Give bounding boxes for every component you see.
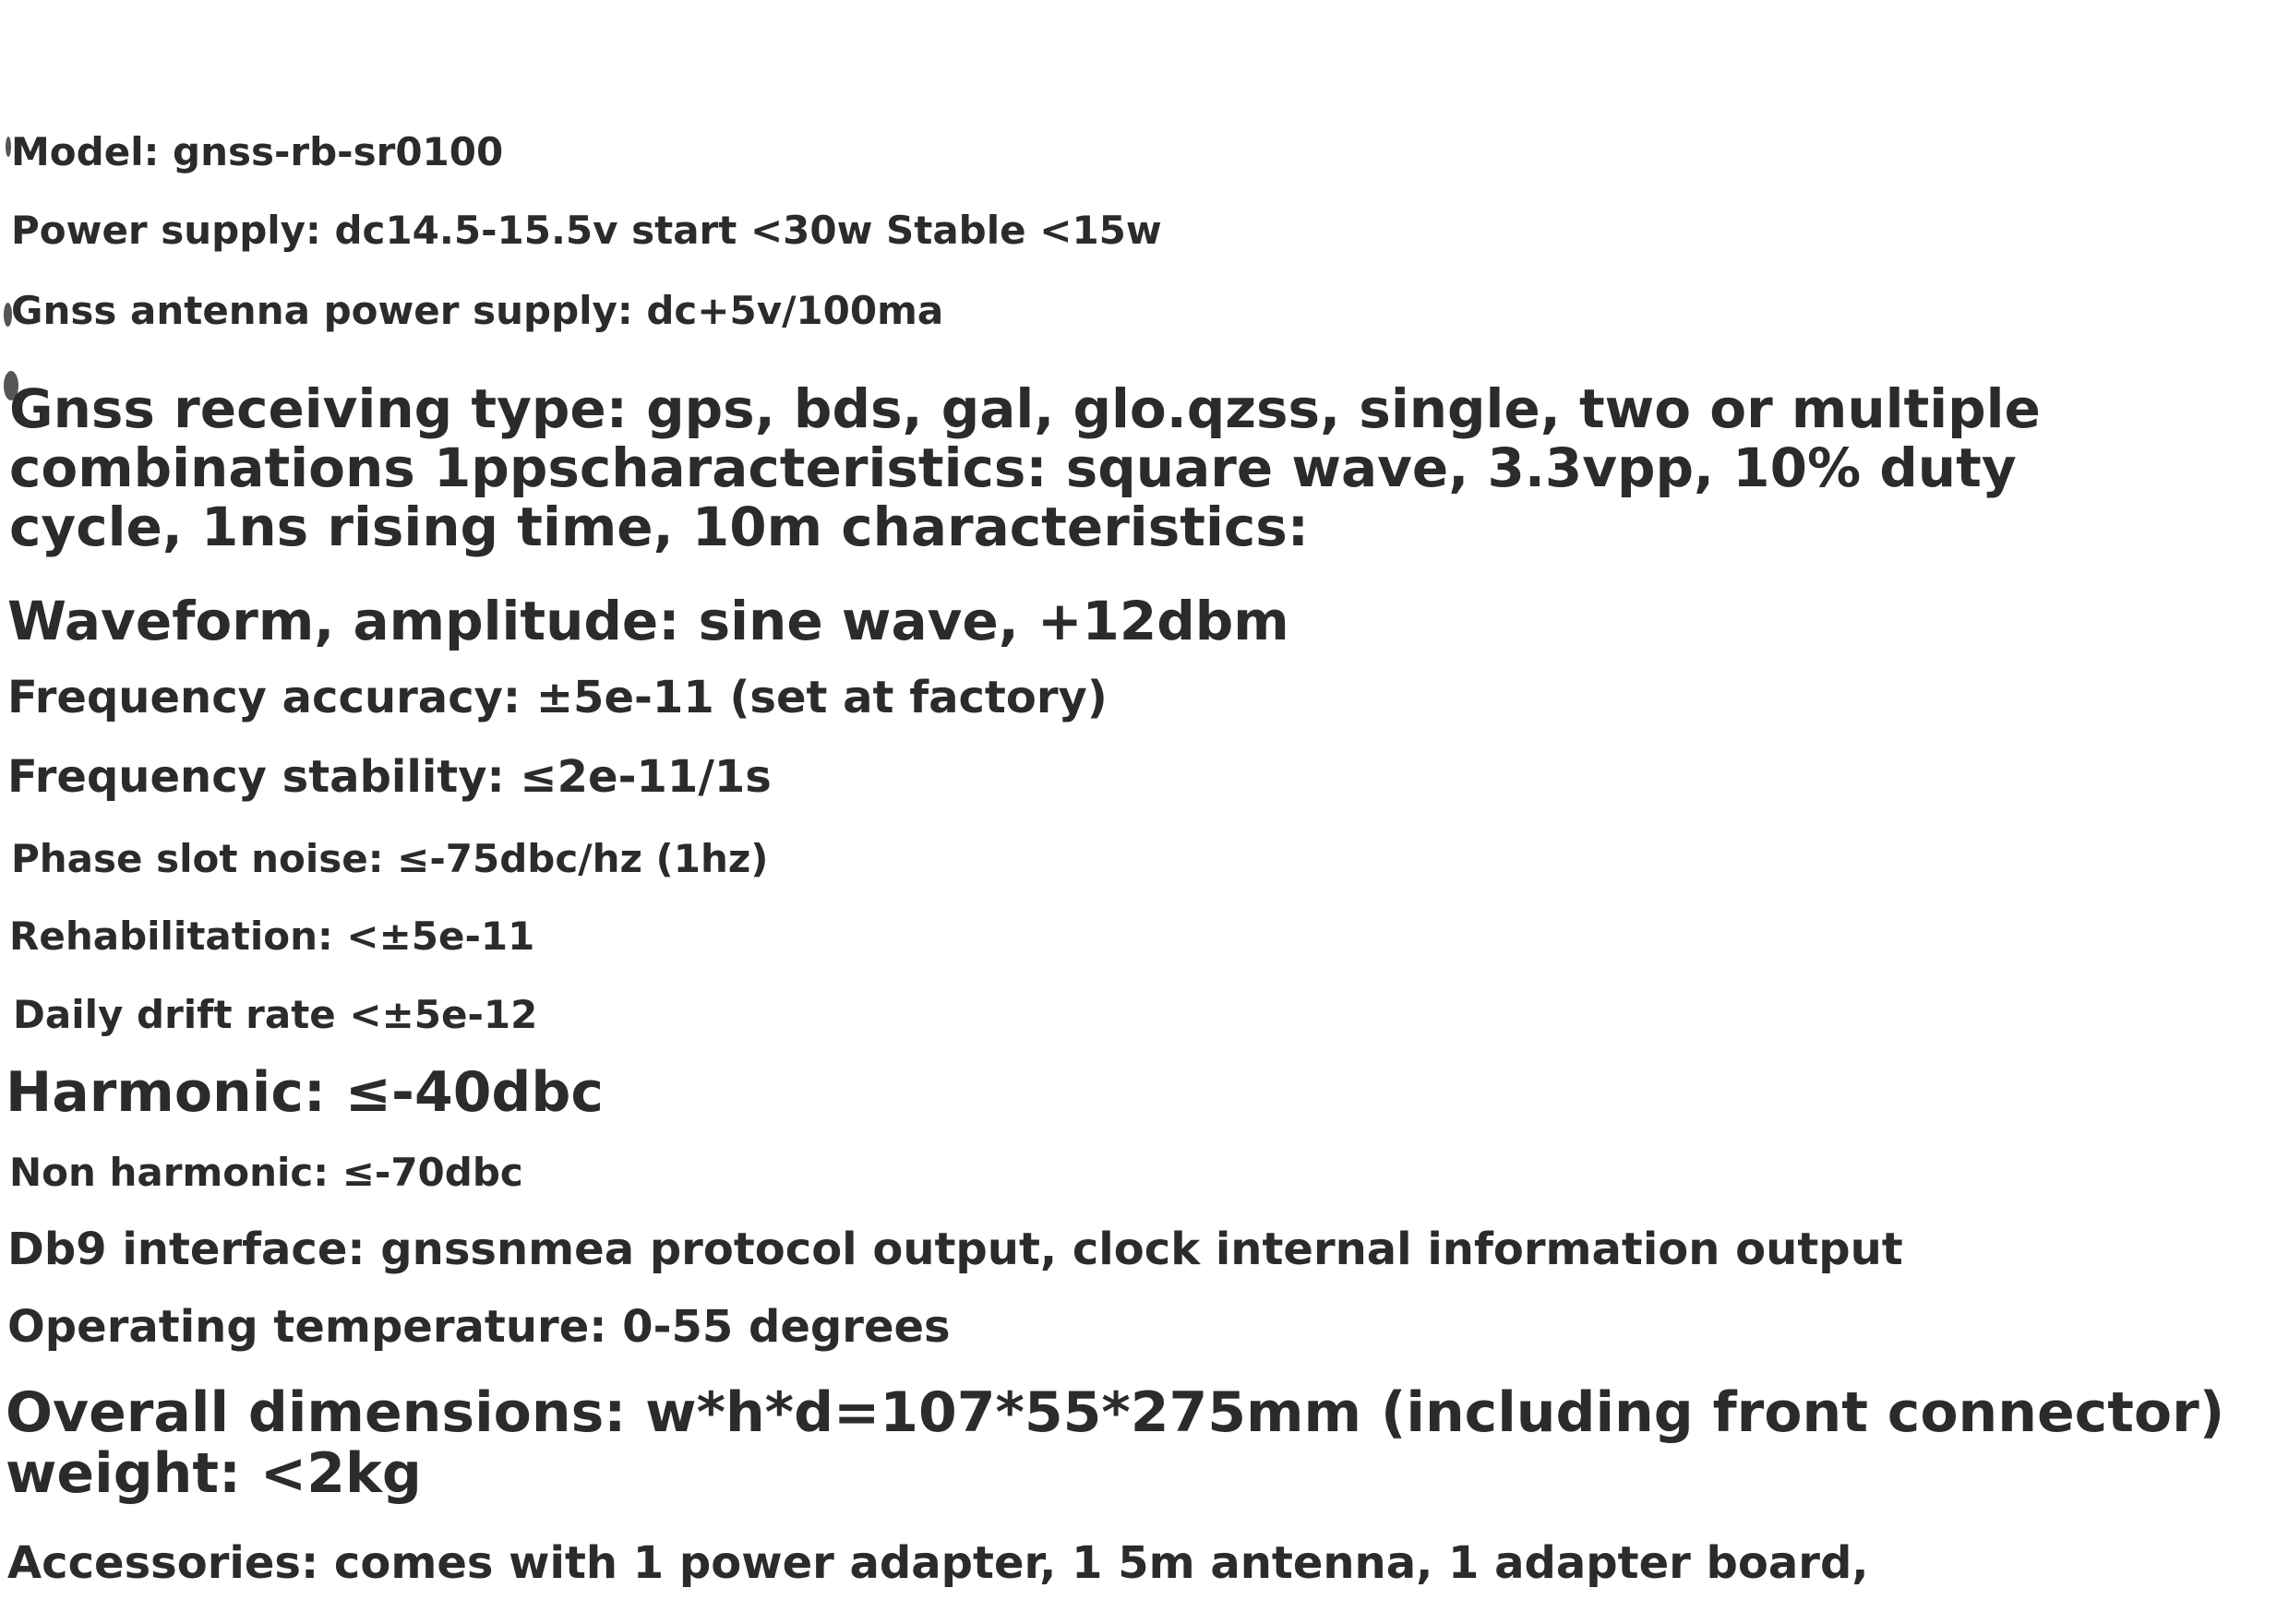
spec-dimensions: Overall dimensions: w*h*d=107*55*275mm (including front connector) weight: <2kg [6,1380,2225,1506]
spec-power-supply: Power supply: dc14.5-15.5v start <30w Stable <15w [11,208,1162,253]
spec-daily-drift: Daily drift rate <±5e-12 [13,992,538,1037]
spec-antenna-power: Gnss antenna power supply: dc+5v/100ma [11,288,944,333]
spec-frequency-accuracy: Frequency accuracy: ±5e-11 (set at factory) [7,672,1108,723]
spec-rehabilitation: Rehabilitation: <±5e-11 [9,914,535,959]
spec-model: Model: gnss-rb-sr0100 [11,129,504,174]
spec-db9-interface: Db9 interface: gnssnmea protocol output, clock internal information output [7,1224,1903,1275]
spec-harmonic: Harmonic: ≤-40dbc [6,1060,604,1125]
spec-operating-temperature: Operating temperature: 0-55 degrees [7,1301,951,1353]
spec-non-harmonic: Non harmonic: ≤-70dbc [9,1150,523,1195]
spec-phase-noise: Phase slot noise: ≤-75dbc/hz (1hz) [11,836,769,881]
spec-waveform: Waveform, amplitude: sine wave, +12dbm [7,590,1289,652]
spec-receiving-type: Gnss receiving type: gps, bds, gal, glo.qzss, single, two or multiple combinations 1ppscharacteristics: square wave, 3.3vpp, 10% duty cycle, 1ns rising time, 10m characteristics: [9,377,2041,558]
spec-frequency-stability: Frequency stability: ≤2e-11/1s [7,751,772,803]
spec-accessories: Accessories: comes with 1 power adapter, 1 5m antenna, 1 adapter board, [7,1537,1869,1589]
